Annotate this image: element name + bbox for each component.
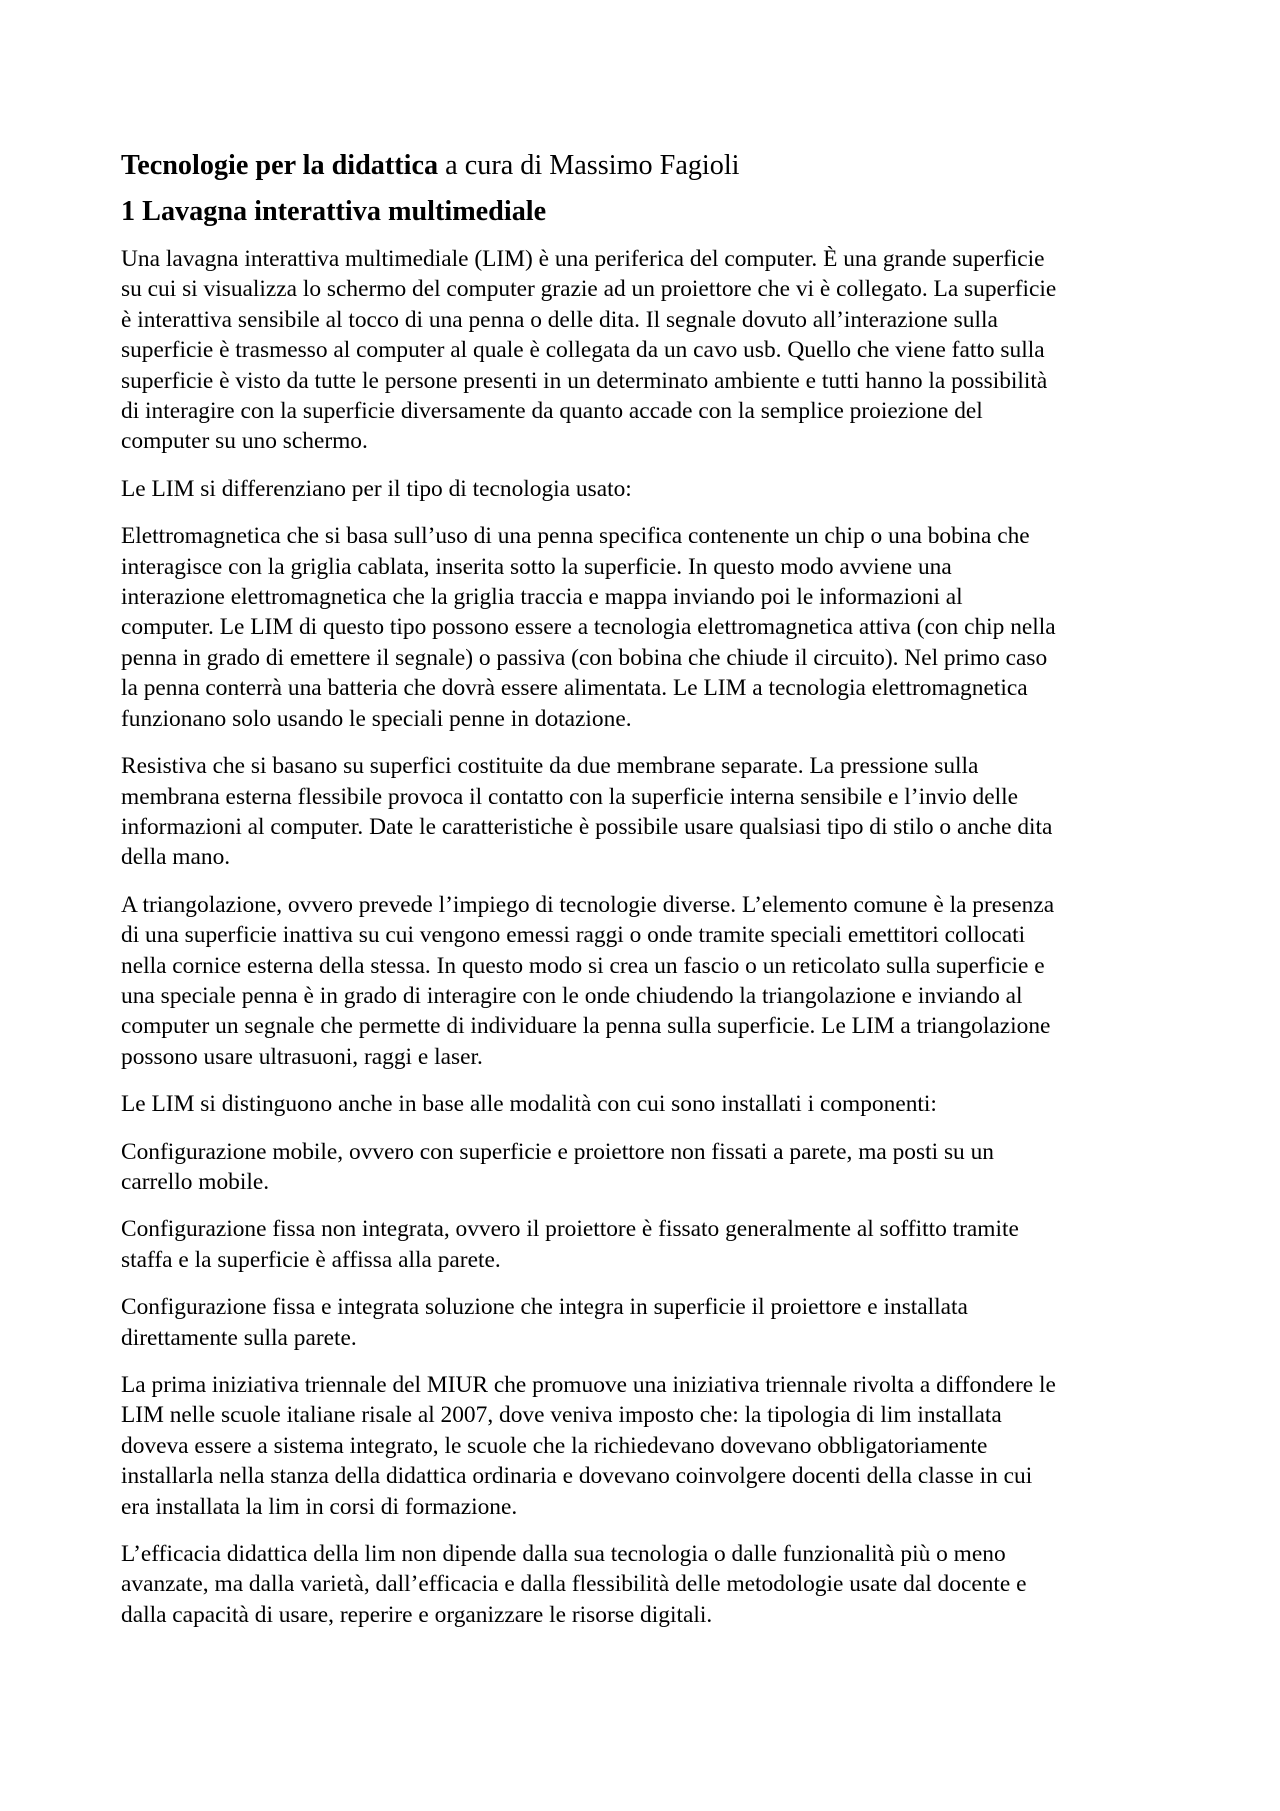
paragraph-electromagnetic: Elettromagnetica che si basa sull’uso di una penna specifica contenente un chip o una bobina che interagisce con la griglia cablata, inserita sotto la superficie. In questo modo avviene una interazione elettromagnetica che la griglia traccia e mappa inviando poi le informazioni al computer. Le LIM di questo tipo possono essere a tecnologia elettromagnetica attiva (con chip nella penna in grado di emettere il segnale) o passiva (con bobina che chiude il circuito). Nel primo caso la penna conterrà una batteria che dovrà essere alimentata. Le LIM a tecnologia elettromagnetica funzionano solo usando le speciali penne in dotazione. — [121, 523, 1056, 732]
paragraph-fixed-non-integrated: Configurazione fissa non integrata, ovvero il proiettore è fissato generalmente al soffitto tramite staffa e la superficie è affissa alla parete. — [121, 1216, 1019, 1273]
document-title-bold: Tecnologie per la didattica — [121, 150, 439, 181]
paragraph-didactic-efficacy: L’efficacia didattica della lim non dipende dalla sua tecnologia o dalle funzionalità più o meno avanzate, ma dalla varietà, dall’efficacia e dalla flessibilità delle metodologie usate dal docente e dalla capacità di usare, reperire e organizzare le risorse digitali. — [121, 1541, 1027, 1628]
document-title-author: a cura di Massimo Fagioli — [438, 150, 740, 181]
paragraph-fixed-integrated: Configurazione fissa e integrata soluzione che integra in superficie il proiettore e installata direttamente sulla parete. — [121, 1294, 968, 1351]
document-title — [121, 148, 1169, 184]
paragraph-technology-types: Le LIM si differenziano per il tipo di tecnologia usato: — [121, 475, 632, 502]
paragraph-mobile-configuration: Configurazione mobile, ovvero con superficie e proiettore non fissati a parete, ma posti su un carrello mobile. — [121, 1138, 994, 1195]
paragraph-miur-initiative: La prima iniziativa triennale del MIUR che promuove una iniziativa triennale rivolta a diffondere le LIM nelle scuole italiane risale al 2007, dove veniva imposto che: la tipologia di lim installata doveva essere a sistema integrato, le scuole che la richiedevano dovevano obbligatoriamente installarla nella stanza della didattica ordinaria e dovevano coinvolgere docenti della classe in cui era installata la lim in corsi di formazione. — [121, 1372, 1056, 1520]
paragraph-triangulation: A triangolazione, ovvero prevede l’impiego di tecnologie diverse. L’elemento comune è la presenza di una superficie inattiva su cui vengono emessi raggi o onde tramite speciali emettitori collocati nella cornice esterna della stessa. In questo modo si crea un fascio o un reticolato sulla superficie e una speciale penna è in grado di interagire con le onde chiudendo la triangolazione e inviando al computer un segnale che permette di individuare la penna sulla superficie. Le LIM a triangolazione possono usare ultrasuoni, raggi e laser. — [121, 891, 1055, 1070]
section-heading: 1 Lavagna interattiva multimediale — [121, 196, 547, 227]
paragraph-resistive: Resistiva che si basano su superfici costituite da due membrane separate. La pressione sulla membrana esterna flessibile provoca il contatto con la superficie interna sensibile e l’invio delle informazioni al computer. Date le caratteristiche è possibile usare qualsiasi tipo di stilo o anche dita della mano. — [121, 753, 1053, 871]
paragraph-installation-types: Le LIM si distinguono anche in base alle modalità con cui sono installati i componenti: — [121, 1091, 937, 1118]
paragraph-intro: Una lavagna interattiva multimediale (LIM) è una periferica del computer. È una grande superficie su cui si visualizza lo schermo del computer grazie ad un proiettore che vi è collegato. La superficie è interattiva sensibile al tocco di una penna o delle dita. Il segnale dovuto all’interazione sulla superficie è trasmesso al computer al quale è collegata da un cavo usb. Quello che viene fatto sulla superficie è visto da tutte le persone presenti in un determinato ambiente e tutti hanno la possibilità di interagire con la superficie diversamente da quanto accade con la semplice proiezione del computer su uno schermo. — [121, 246, 1057, 455]
document-page — [121, 148, 1169, 1647]
